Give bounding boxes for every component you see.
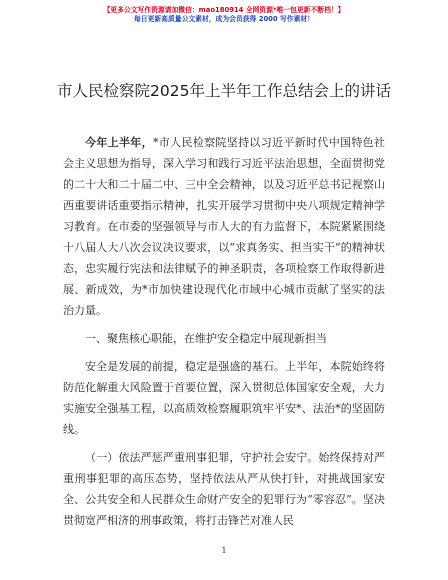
intro-text: *市人民检察院坚持以习近平新时代中国特色社会主义思想为指导，深入学习和践行习近平法治思想，全面贯彻党的二十大和二十届二中、三中全会精神，以及习近平总书记视察山西重要讲话重要指示精神，扎实开展学习贯彻中央八项规定精神学习教育。在市委的坚强领导与市人大的有力监督下，本院紧紧围绕十八届人大八次会议决议要求，以“求真务实、担当实干”的精神状态，忠实履行宪法和法律赋予的神圣职责，各项检察工作取得新进展、新成效，为*市加快建设现代化市域中心城市贡献了坚实的法治力量。	[63, 136, 386, 317]
promo-banner-line-1: 【更多公文写作资源请加微信：mao180914 全网资源*唯一包更新不断档！】	[103, 6, 345, 14]
document-body	[63, 132, 385, 538]
section-1-heading: 一、聚焦核心职能，在维护安全稳定中展现新担当	[85, 332, 327, 345]
subsection-1-paragraph: （一）依法严惩严重刑事犯罪，守护社会安宁。始终保持对严重刑事犯罪的高压态势，坚持依法从严从快打针，对挑战国家安全、公共安全和人民群众生命财产安全的犯罪行为“零容忍”。坚决贯彻宽严相济的刑事政策，将打击锋芒对准人民	[63, 451, 385, 527]
page-number: 1	[221, 546, 227, 555]
document-title: 市人民检察院2025年上半年工作总结会上的讲话	[57, 82, 391, 100]
section-1-paragraph: 安全是发展的前提，稳定是强盛的基石。上半年，本院始终将防范化解重大风险置于首要位置，深入贯彻总体国家安全观，大力实施安全强基工程，以高质效检察履职筑牢平安*、法治*的坚固防线。	[63, 360, 385, 436]
promo-banner-line-2: 每日更新高质量公文素材，成为会员获得 2000 写作素材！	[134, 15, 314, 23]
intro-lead: 今年上半年，	[85, 136, 153, 149]
promo-banner	[0, 6, 448, 24]
intro-paragraph	[63, 132, 385, 321]
